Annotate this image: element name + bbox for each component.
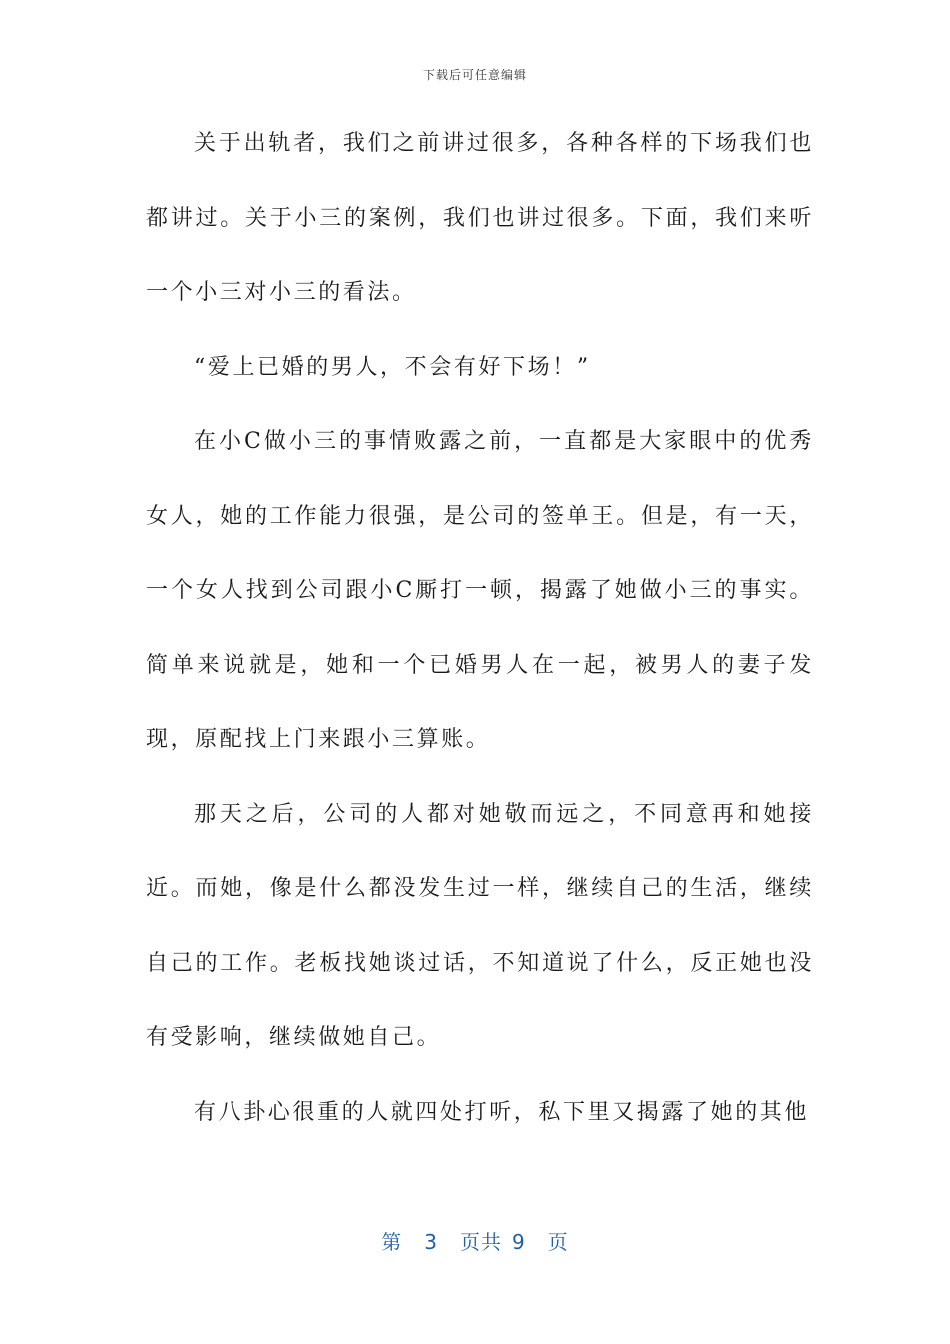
paragraph-4: 那天之后，公司的人都对她敬而远之，不同意再和她接近。而她，像是什么都没发生过一样，继续自己的生活，继续自己的工作。老板找她谈过话，不知道说了什么，反正她也没有受影响，继续做她自己。: [146, 801, 814, 1050]
page-prefix: 第: [381, 1230, 403, 1254]
page-number: 3: [424, 1230, 438, 1254]
page-suffix: 页: [547, 1230, 569, 1254]
paragraph-5: 有八卦心很重的人就四处打听，私下里又揭露了她的其他: [194, 1099, 810, 1125]
header-note: 下载后可任意编辑: [422, 68, 527, 82]
page-footer: [0, 1226, 950, 1255]
paragraph-2: “爱上已婚的男人，不会有好下场！”: [194, 354, 591, 380]
paragraph-1: 关于出轨者，我们之前讲过很多，各种各样的下场我们也都讲过。关于小三的案例，我们也讲过很多。下面，我们来听一个小三对小三的看法。: [146, 131, 814, 305]
page-middle: 页共: [460, 1230, 502, 1254]
paragraph-3: 在小C做小三的事情败露之前，一直都是大家眼中的优秀女人，她的工作能力很强，是公司的签单王。但是，有一天，一个女人找到公司跟小C厮打一顿，揭露了她做小三的事实。简单来说就是，她和一个已婚男人在一起，被男人的妻子发现，原配找上门来跟小三算账。: [146, 429, 814, 752]
page-total: 9: [512, 1230, 526, 1254]
document-body: [146, 107, 814, 1150]
